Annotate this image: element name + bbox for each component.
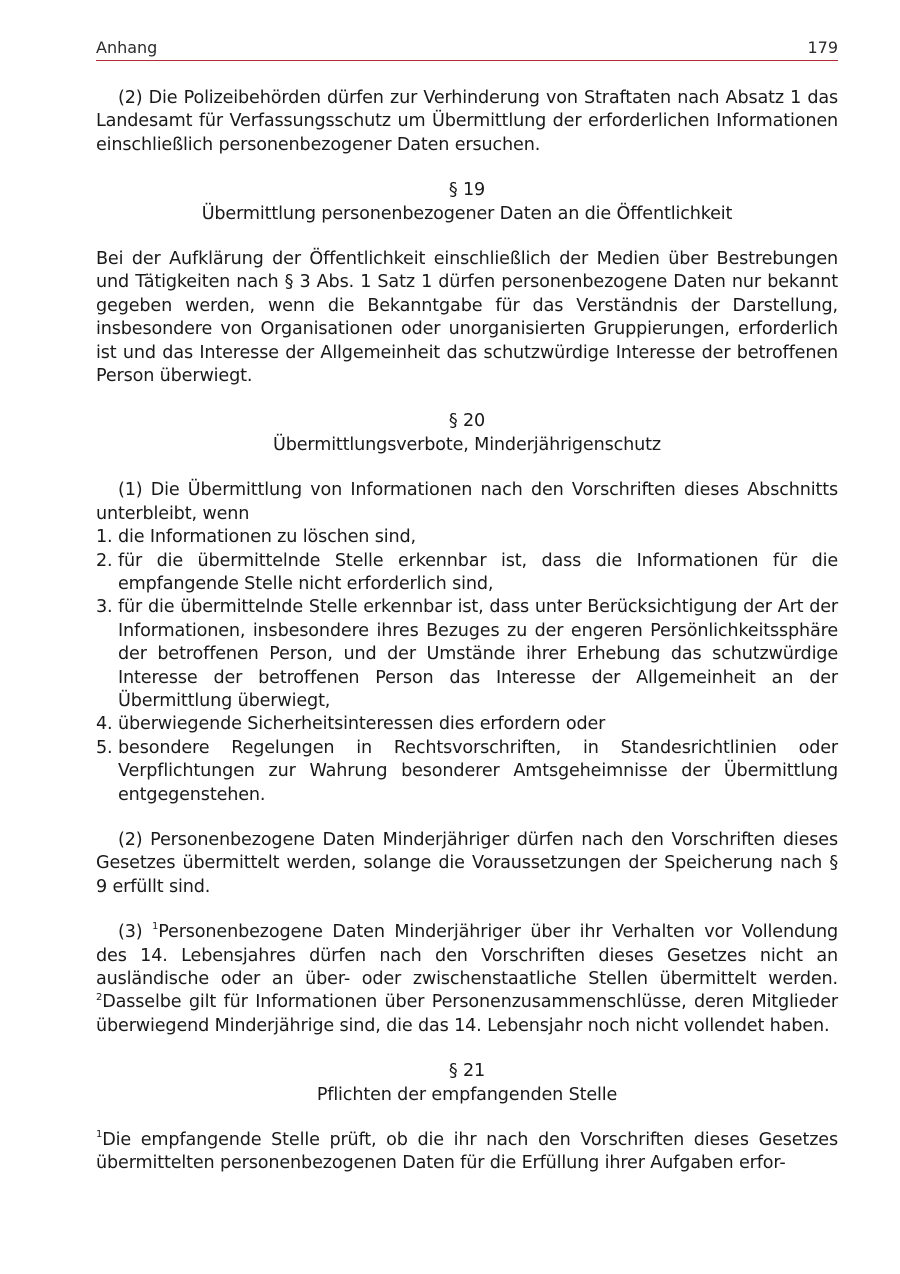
sentence-number: 2 bbox=[96, 991, 103, 1003]
section-20-absatz-1-intro: (1) Die Übermittlung von Informationen nach den Vorschriften dieses Abschnitts unterbleibt, wenn bbox=[96, 480, 838, 524]
sentence-text: Dasselbe gilt für Informationen über Personenzusammenschlüsse, deren Mitglieder überwiegend Minderjährige sind, die das 14. Lebensjahr noch nicht vollendet haben. bbox=[96, 992, 838, 1036]
section-19-title: Übermittlung personenbezogener Daten an die Öffentlichkeit bbox=[201, 203, 733, 224]
page-number: 179 bbox=[807, 38, 838, 57]
list-item-text: besondere Regelungen in Rechtsvorschriften, in Standesrichtlinien oder Verpflichtungen zur Wahrung besonderer Amtsgeheimnisse der Übermittlung entgegenstehen. bbox=[118, 737, 838, 805]
sentence-number: 1 bbox=[151, 921, 159, 933]
section-20-absatz-3 bbox=[96, 921, 838, 1038]
page-body bbox=[96, 87, 838, 1176]
list-item bbox=[96, 550, 838, 597]
list-item-text: überwiegende Sicherheitsinteressen dies erfordern oder bbox=[118, 714, 606, 735]
running-header bbox=[96, 38, 838, 61]
header-section-title: Anhang bbox=[96, 38, 158, 57]
list-item bbox=[96, 713, 838, 736]
list-item-number: 3. bbox=[96, 597, 113, 618]
list-item-number: 4. bbox=[96, 714, 113, 735]
sentence-text: Personenbezogene Daten Minderjähriger über ihr Verhalten vor Vollendung des 14. Lebensjahres dürfen nach den Vorschriften dieses Gesetzes nicht an ausländische oder an über- oder zwischenstaatliche Stellen übermittelt werden. bbox=[96, 922, 838, 989]
section-19-number: § 19 bbox=[448, 180, 486, 201]
section-21-text bbox=[96, 1129, 838, 1176]
paragraph-absatz-2: (2) Die Polizeibehörden dürfen zur Verhinderung von Straftaten nach Absatz 1 das Landesamt für Verfassungsschutz um Übermittlung der erforderlichen Informationen einschließlich personenbezogener Daten ersuchen. bbox=[96, 88, 838, 155]
section-20-title: Übermittlungsverbote, Minderjährigenschutz bbox=[273, 434, 661, 455]
section-21-number: § 21 bbox=[448, 1061, 486, 1082]
section-21-title: Pflichten der empfangenden Stelle bbox=[316, 1084, 618, 1105]
sentence-number: 1 bbox=[96, 1129, 103, 1141]
list-item bbox=[96, 737, 838, 807]
list-item-text: für die übermittelnde Stelle erkennbar ist, dass unter Berücksichtigung der Art der Informationen, insbesondere ihres Bezuges zu der engeren Persönlichkeitssphäre der betroffenen Person, und der Umstände ihrer Erhebung das schutzwürdige Interesse der betroffenen Person das Interesse der Allgemeinheit an der Übermittlung überwiegt, bbox=[118, 597, 838, 711]
sentence-text: Die empfangende Stelle prüft, ob die ihr nach den Vorschriften dieses Gesetzes übermittelten personenbezogenen Daten für die Erfüllung ihrer Aufgaben erfor- bbox=[96, 1130, 838, 1174]
list-item-number: 1. bbox=[96, 527, 113, 548]
list-item-text: für die übermittelnde Stelle erkennbar ist, dass die Informationen für die empfangende Stelle nicht erforderlich sind, bbox=[118, 550, 838, 594]
document-page bbox=[96, 38, 838, 1176]
absatz-label: (3) bbox=[118, 922, 152, 943]
list-item-number: 5. bbox=[96, 737, 113, 758]
list-item-text: die Informationen zu löschen sind, bbox=[118, 527, 416, 548]
list-item-number: 2. bbox=[96, 550, 113, 571]
list-item bbox=[96, 596, 838, 713]
list-item bbox=[96, 526, 838, 549]
section-19-text: Bei der Aufklärung der Öffentlichkeit einschließlich der Medien über Bestrebungen und Tätigkeiten nach § 3 Abs. 1 Satz 1 dürfen personenbezogene Daten nur bekannt gegeben werden, wenn die Bekanntgabe für das Verständnis der Darstellung, insbesondere von Organisationen oder unorganisierten Gruppierungen, erforderlich ist und das Interesse der Allgemeinheit das schutzwürdige Interesse der betroffenen Person überwiegt. bbox=[96, 249, 838, 387]
section-20-enumeration bbox=[96, 526, 838, 807]
section-20-absatz-2: (2) Personenbezogene Daten Minderjähriger dürfen nach den Vorschriften dieses Gesetzes übermittelt werden, solange die Voraussetzungen der Speicherung nach § 9 erfüllt sind. bbox=[96, 829, 838, 897]
section-20-number: § 20 bbox=[448, 411, 486, 432]
